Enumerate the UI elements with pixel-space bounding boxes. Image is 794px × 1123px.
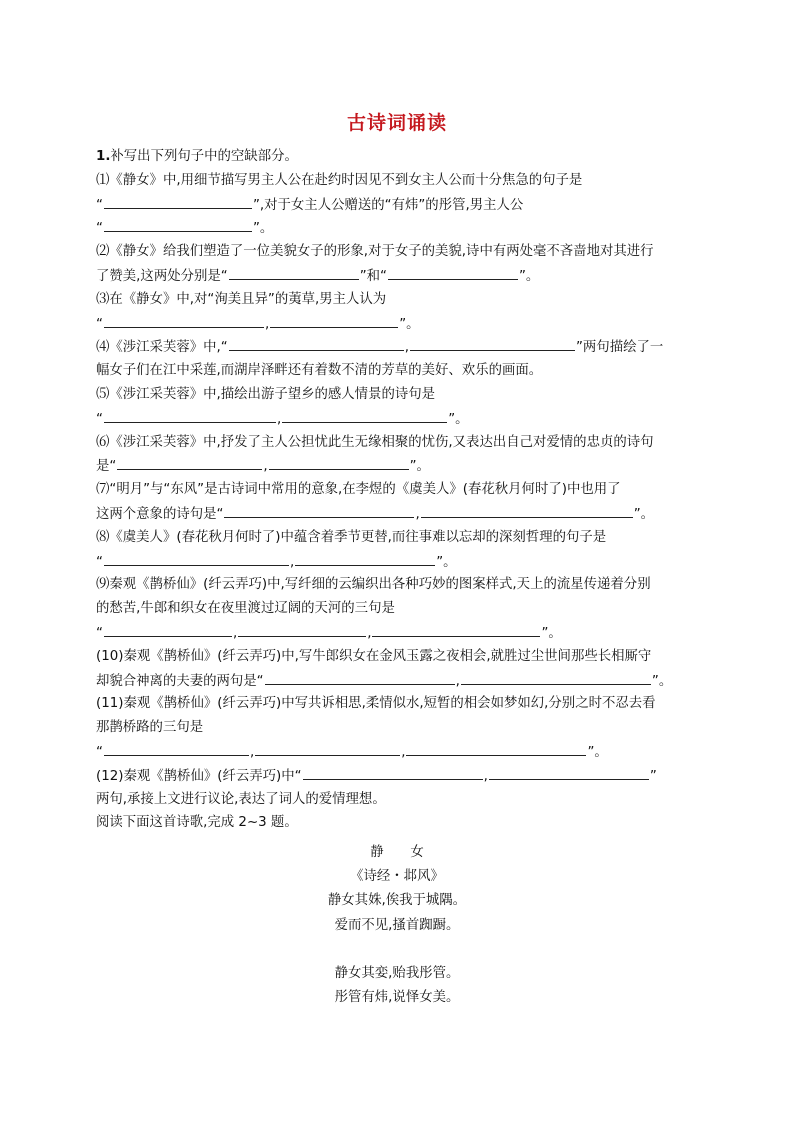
answer-blank[interactable] <box>255 740 400 756</box>
reading-instruction: 阅读下面这首诗歌,完成 2~3 题。 <box>96 815 298 831</box>
answer-blank[interactable] <box>410 335 575 351</box>
item-6-text: 是“ <box>96 459 117 475</box>
comma: , <box>367 625 372 641</box>
answer-blank[interactable] <box>489 764 649 780</box>
answer-blank[interactable] <box>270 312 398 328</box>
answer-blank[interactable] <box>406 740 586 756</box>
quote-open: “ <box>96 744 103 760</box>
item-1-text: ”,对于女主人公赠送的“有炜”的彤管,男主人公 <box>252 197 524 213</box>
item-9-line-1: ⑼秦观《鹊桥仙》(纤云弄巧)中,写纤细的云编织出各种巧妙的图案样式,天上的流星传递着分别 <box>96 577 651 593</box>
item-5-line-1: ⑸《涉江采芙蓉》中,描绘出游子望乡的感人情景的诗句是 <box>96 386 436 402</box>
answer-blank[interactable] <box>303 764 483 780</box>
answer-blank[interactable] <box>224 502 414 518</box>
item-7-line-1: ⑺“明月”与“东风”是古诗词中常用的意象,在李煜的《虞美人》(春花秋月何时了)中也用了 <box>96 482 621 498</box>
comma: , <box>455 673 460 689</box>
item-12-line-2: 两句,承接上文进行议论,表达了词人的爱情理想。 <box>96 791 386 807</box>
poem-source: 《诗经・邶风》 <box>350 869 444 885</box>
item-9-line-2: 的愁苦,牛郎和织女在夜里渡过辽阔的天河的三句是 <box>96 601 395 617</box>
stanza-gap <box>0 938 794 962</box>
question-1 <box>96 145 694 835</box>
item-4-line-1 <box>96 335 694 359</box>
comma: , <box>404 340 409 356</box>
answer-blank[interactable] <box>104 621 232 637</box>
item-9-line-3 <box>96 621 694 645</box>
comma: , <box>401 744 406 760</box>
item-10-line-1: (10)秦观《鹊桥仙》(纤云弄巧)中,写牛郎织女在金风玉露之夜相会,就胜过尘世间那些长相厮守 <box>96 648 652 664</box>
quote-close: ”。 <box>409 459 430 475</box>
answer-blank[interactable] <box>229 264 359 280</box>
poem-line: 静女其姝,俟我于城隅。 <box>327 893 467 909</box>
quote-open: “ <box>96 197 103 213</box>
item-12-text: (12)秦观《鹊桥仙》(纤云弄巧)中“ <box>96 768 302 784</box>
item-2-and: ”和“ <box>359 268 387 284</box>
question-stem <box>96 145 694 169</box>
quote-open: “ <box>96 625 103 641</box>
item-1-line-2 <box>96 193 694 217</box>
comma: , <box>289 554 295 570</box>
quote-close: ” <box>649 768 657 784</box>
comma: , <box>263 459 268 475</box>
answer-blank[interactable] <box>295 550 435 566</box>
quote-open: “ <box>96 411 103 427</box>
item-11-line-3 <box>96 740 694 764</box>
quote-open: “ <box>96 221 103 237</box>
poem-line: 彤管有炜,说怿女美。 <box>334 990 460 1006</box>
quote-open: “ <box>96 316 103 332</box>
answer-blank[interactable] <box>104 216 252 232</box>
item-10-line-2 <box>96 669 694 693</box>
answer-blank[interactable] <box>104 312 264 328</box>
comma: , <box>415 506 420 522</box>
answer-blank[interactable] <box>104 407 276 423</box>
quote-close: ”。 <box>651 673 673 689</box>
item-2-line-2 <box>96 264 694 288</box>
quote-close: ”。 <box>541 625 562 641</box>
answer-blank[interactable] <box>269 454 409 470</box>
answer-blank[interactable] <box>104 550 289 566</box>
quote-close: ”。 <box>518 268 540 284</box>
poem-line: 爱而不见,搔首踟蹰。 <box>334 917 460 933</box>
quote-close: ”。 <box>252 221 274 237</box>
question-number: 1. <box>96 149 111 164</box>
quote-close: ”。 <box>587 744 608 760</box>
item-1-line-3 <box>96 216 694 240</box>
item-5-line-2 <box>96 407 694 431</box>
stem-text: 补写出下列句子中的空缺部分。 <box>110 149 298 164</box>
item-6-line-1: ⑹《涉江采芙蓉》中,抒发了主人公担忧此生无缘相聚的忧伤,又表达出自己对爱情的忠贞的诗句 <box>96 434 654 450</box>
poem-line: 静女其娈,贻我彤管。 <box>334 965 460 981</box>
comma: , <box>232 625 238 641</box>
quote-close: ”。 <box>633 506 655 522</box>
comma: , <box>276 411 282 427</box>
answer-blank[interactable] <box>388 264 518 280</box>
poem <box>0 841 794 1010</box>
item-3-line-2 <box>96 312 694 336</box>
item-8-line-1: ⑻《虞美人》(春花秋月何时了)中蕴含着季节更替,而往事难以忘却的深刻哲理的句子是 <box>96 529 607 545</box>
item-7-text: 这两个意象的诗句是“ <box>96 506 224 522</box>
answer-blank[interactable] <box>421 502 633 518</box>
comma: , <box>264 316 270 332</box>
item-3-line-1: ⑶在《静女》中,对“洵美且异”的荑草,男主人认为 <box>96 291 387 307</box>
answer-blank[interactable] <box>282 407 447 423</box>
item-4-text-2: ”两句描绘了一 <box>575 340 664 356</box>
item-8-line-2 <box>96 550 694 574</box>
item-1-line-1: ⑴《静女》中,用细节描写男主人公在赴约时因见不到女主人公而十分焦急的句子是 <box>96 172 583 188</box>
comma: , <box>249 744 255 760</box>
poem-title: 静 女 <box>370 845 424 860</box>
answer-blank[interactable] <box>265 669 455 685</box>
answer-blank[interactable] <box>238 621 366 637</box>
answer-blank[interactable] <box>461 669 651 685</box>
answer-blank[interactable] <box>372 621 540 637</box>
quote-close: ”。 <box>448 411 469 427</box>
item-12-line-1 <box>96 764 694 788</box>
item-11-line-2: 那鹊桥路的三句是 <box>96 720 204 736</box>
item-4-line-2: 幅女子们在江中采莲,而湖岸泽畔还有着数不清的芳草的美好、欢乐的画面。 <box>96 363 543 379</box>
comma: , <box>483 768 488 784</box>
quote-close: ”。 <box>399 316 420 332</box>
quote-open: “ <box>96 554 103 570</box>
answer-blank[interactable] <box>229 335 404 351</box>
item-10-text: 却貌合神离的夫妻的两句是“ <box>96 673 264 689</box>
item-7-line-2 <box>96 502 694 526</box>
page-title: 古诗词诵读 <box>346 112 447 134</box>
item-6-line-2 <box>96 454 694 478</box>
item-4-text: ⑷《涉江采芙蓉》中,“ <box>96 340 228 356</box>
answer-blank[interactable] <box>117 454 262 470</box>
answer-blank[interactable] <box>104 740 249 756</box>
quote-close: ”。 <box>436 554 457 570</box>
item-11-line-1: (11)秦观《鹊桥仙》(纤云弄巧)中写共诉相思,柔情似水,短暂的相会如梦如幻,分别之时不忍去看 <box>96 696 656 712</box>
item-2-line-1: ⑵《静女》给我们塑造了一位美貌女子的形象,对于女子的美貌,诗中有两处毫不吝啬地对其进行 <box>96 244 654 260</box>
item-2-text: 了赞美,这两处分别是“ <box>96 268 228 284</box>
answer-blank[interactable] <box>104 193 252 209</box>
